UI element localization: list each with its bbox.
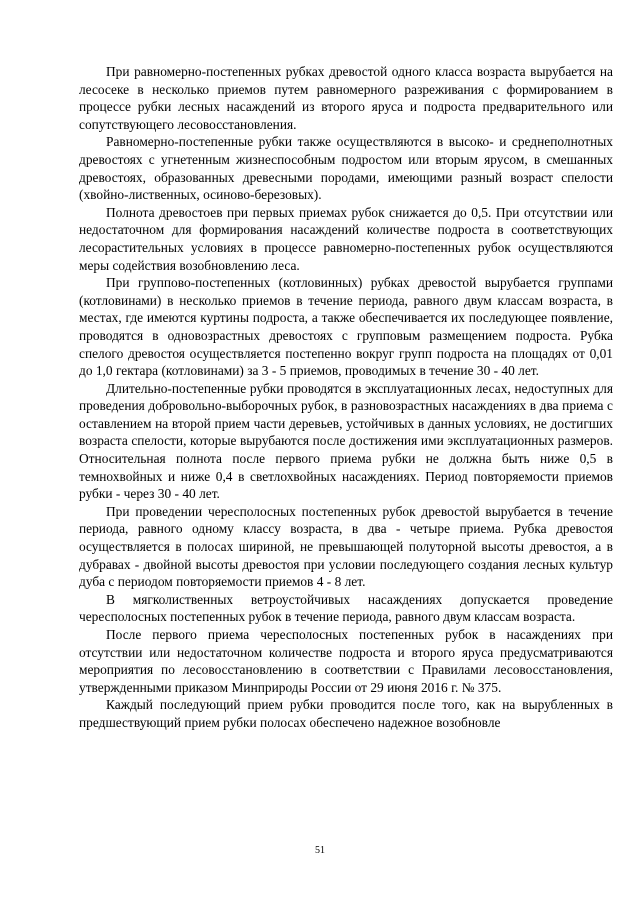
paragraph: Длительно-постепенные рубки проводятся в эксплуатационных лесах, недоступных для проведения добровольно-выборочных рубок, в разновозрастных насаждениях в два приема с оставлением на второй прием части деревьев, устойчивых в данных условиях, не достигших возраста спелости, которые вырубаются после достижения ими эксплуатационных размеров. Относительная полнота после первого приема рубки не должна быть ниже 0,5 в темнохвойных и ниже 0,4 в светлохвойных насаждениях. Период повторяемости приемов рубки - через 30 - 40 лет. — [79, 380, 613, 502]
paragraph: При равномерно-постепенных рубках древостой одного класса возраста вырубается на лесосеке в несколько приемов путем равномерного разреживания с формированием в процессе рубки лесных насаждений из второго яруса и подроста предварительного или сопутствующего лесовосстановления. — [79, 64, 613, 132]
paragraph: При группово-постепенных (котловинных) рубках древостой вырубается группами (котловинами) в несколько приемов в течение периода, равного двум классам возраста, в местах, где имеются куртины подроста, а также обеспечивается их последующее появление, проводятся в одновозрастных древостоях с групповым размещением подроста. Рубка спелого древостоя осуществляется постепенно вокруг групп подроста на площадях от 0,01 до 1,0 гектара (котловинами) за 3 - 5 приемов, проводимых в течение 30 - 40 лет. — [79, 275, 613, 379]
paragraph: Полнота древостоев при первых приемах рубок снижается до 0,5. При отсутствии или недостаточном для формирования насаждений количестве подроста в соответствующих лесорастительных условиях в процессе равномерно-постепенных рубок осуществляются меры содействия возобновлению леса. — [79, 204, 613, 273]
paragraph: При проведении чересполосных постепенных рубок древостой вырубается в течение периода, равного одному классу возраста, в два - четыре приема. Рубка древостоя осуществляется в полосах шириной, не превышающей полуторной высоты древостоя, а в дубравах - двойной высоты древостоя при условии последующего создания лесных культур дуба с периодом повторяемости приемов 4 - 8 лет. — [79, 503, 613, 590]
paragraph: Каждый последующий прием рубки проводится после того, как на вырубленных в предшествующий прием рубки полосах обеспечено надежное возобновле — [79, 697, 613, 730]
page-body — [79, 63, 613, 732]
paragraph: После первого приема чересполосных постепенных рубок в насаждениях при отсутствии или недостаточном количестве подроста и второго яруса предусматриваются мероприятия по лесовосстановлению в соответствии с Правилами лесовосстановления, утвержденными приказом Минприроды России от 29 июня 2016 г. № 375. — [79, 627, 613, 695]
paragraph: В мягколиственных ветроустойчивых насаждениях допускается проведение чересполосных постепенных рубок в течение периода, равного двум классам возраста. — [79, 591, 613, 625]
paragraph: Равномерно-постепенные рубки также осуществляются в высоко- и среднеполнотных древостоях с угнетенным жизнеспособным подростом или вторым ярусом, в смешанных древостоях, образованных древесными породами, имеющими разный возраст спелости (хвойно-лиственных, осиново-березовых). — [79, 134, 613, 203]
page-number: 51 — [315, 845, 325, 856]
